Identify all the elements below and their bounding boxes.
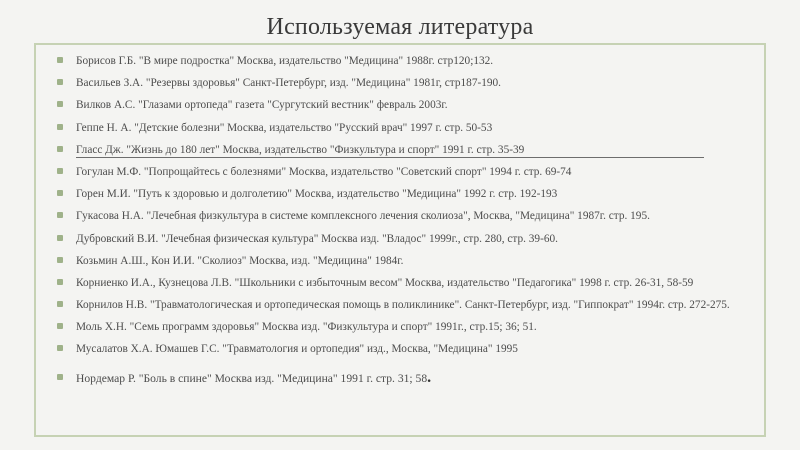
reference-text: Горен М.И. "Путь к здоровью и долголетию" Москва, издательство "Медицина" 1992 г. стр. 192-193 bbox=[76, 188, 558, 201]
reference-text: Вилков А.С. "Глазами ортопеда" газета "Сургутский вестник" февраль 2003г. bbox=[76, 99, 448, 112]
bullet-icon bbox=[57, 212, 63, 218]
reference-text: Козьмин А.Ш., Кон И.И. "Сколиоз" Москва, изд. "Медицина" 1984г. bbox=[76, 254, 404, 267]
reference-text: Борисов Г.Б. "В мире подростка" Москва, издательство "Медицина" 1988г. стр120;132. bbox=[76, 55, 494, 67]
bullet-icon bbox=[57, 190, 63, 196]
reference-item bbox=[56, 186, 756, 208]
bullet-icon bbox=[57, 79, 63, 85]
reference-item bbox=[56, 120, 756, 142]
reference-period: . bbox=[427, 368, 432, 386]
bullet-icon bbox=[57, 345, 63, 351]
reference-text: Гукасова Н.А. "Лечебная физкультура в системе комплексного лечения сколиоза", Москва, "Медицина" 1987г. стр. 195. bbox=[76, 210, 650, 223]
bullet-icon bbox=[57, 279, 63, 285]
reference-item bbox=[56, 319, 756, 341]
reference-text: Гогулан М.Ф. "Попрощайтесь с болезнями" Москва, издательство "Советский спорт" 1994 г. стр. 69-74 bbox=[76, 165, 572, 178]
reference-item bbox=[56, 253, 756, 275]
bullet-icon bbox=[57, 168, 63, 174]
reference-list bbox=[56, 53, 756, 392]
reference-item bbox=[56, 297, 756, 319]
reference-text: Гласс Дж. "Жизнь до 180 лет" Москва, издательство "Физкультура и спорт" 1991 г. стр. 35-39 bbox=[76, 143, 704, 158]
reference-text: Корниенко И.А., Кузнецова Л.В. "Школьники с избыточным весом" Москва, издательство "Педагогика" 1998 г. стр. 26-31, 58-59 bbox=[76, 276, 694, 289]
reference-item bbox=[56, 142, 756, 164]
reference-text: Корнилов Н.В. "Травматологическая и ортопедическая помощь в поликлинике". Санкт-Петербург, изд. "Гиппократ" 1994г. стр. 272-275. bbox=[76, 299, 730, 312]
bullet-icon bbox=[57, 301, 63, 307]
reference-item bbox=[56, 275, 756, 297]
bullet-icon bbox=[57, 124, 63, 130]
reference-item bbox=[56, 341, 756, 363]
reference-text: Дубровский В.И. "Лечебная физическая культура" Москва изд. "Владос" 1999г., стр. 280, стр. 39-60. bbox=[76, 232, 558, 245]
reference-item bbox=[56, 164, 756, 186]
reference-text: Моль Х.Н. "Семь программ здоровья" Москва изд. "Физкультура и спорт" 1991г., стр.15; 36; 51. bbox=[76, 321, 537, 334]
reference-text: Геппе Н. А. "Детские болезни" Москва, издательство "Русский врач" 1997 г. стр. 50-53 bbox=[76, 121, 493, 134]
reference-item bbox=[56, 208, 756, 230]
reference-item bbox=[56, 75, 756, 97]
bullet-icon bbox=[57, 374, 63, 380]
bullet-icon bbox=[57, 257, 63, 263]
slide-title: Используемая литература bbox=[266, 14, 534, 40]
bullet-icon bbox=[57, 101, 63, 107]
reference-item bbox=[56, 97, 756, 119]
bullet-icon bbox=[57, 323, 63, 329]
reference-text: Мусалатов Х.А. Юмашев Г.С. "Травматология и ортопедия" изд., Москва, "Медицина" 1995 bbox=[76, 343, 518, 356]
bullet-icon bbox=[57, 235, 63, 241]
bullet-icon bbox=[57, 146, 63, 152]
reference-item bbox=[56, 231, 756, 253]
reference-text: Васильев З.А. "Резервы здоровья" Санкт-Петербург, изд. "Медицина" 1981г, стр187-190. bbox=[76, 77, 501, 90]
reference-text: Нордемар Р. "Боль в спине" Москва изд. "Медицина" 1991 г. стр. 31; 58 bbox=[76, 371, 428, 385]
bullet-icon bbox=[57, 57, 63, 63]
reference-item bbox=[56, 53, 756, 75]
reference-item bbox=[56, 370, 756, 392]
